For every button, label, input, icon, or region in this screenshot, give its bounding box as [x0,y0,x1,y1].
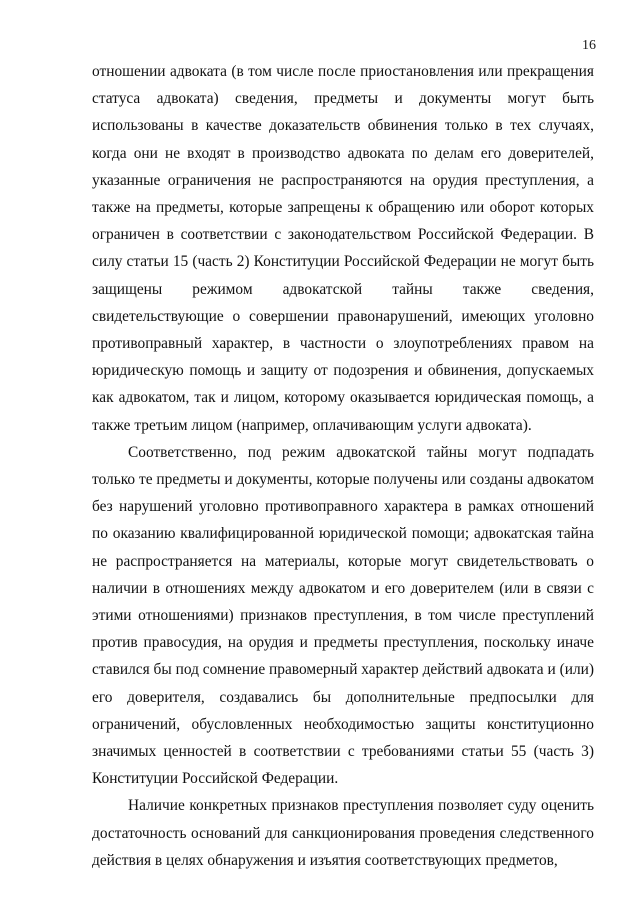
paragraph-attorney-secrecy-scope: Соответственно, под режим адвокатской тайны могут подпадать только те предметы и документы, которые получены или созданы адвокатом без нарушений уголовно противоправного характера в рамках отношений по оказанию квалифицированной юридической помощи; адвокатская тайна не распространяется на материалы, которые могут свидетельствовать о наличии в отношениях между адвокатом и его доверителем (или в связи с этими отношениями) признаков преступления, в том числе преступлений против правосудия, на орудия и предметы преступления, поскольку иначе ставился бы под сомнение правомерный характер действий адвоката и (или) его доверителя, создавались бы дополнительные предпосылки для ограничений, обусловленных необходимостью защиты конституционно значимых ценностей в соответствии с требованиями статьи 55 (часть 3) Конституции Российской Федерации. [92,443,594,788]
paragraph-court-assessment: Наличие конкретных признаков преступления позволяет суду оценить достаточность оснований для санкционирования проведения следственного действия в целях обнаружения и изъятия соответствующих предметов, [92,797,594,869]
page-number: 16 [582,38,596,53]
paragraph-continuation: отношении адвоката (в том числе после приостановления или прекращения статуса адвоката) сведения, предметы и документы могут быть использованы в качестве доказательств обвинения только в тех случаях, когда они не входят в производство адвоката по делам его доверителей, указанные ограничения не распространяются на орудия преступления, а также на предметы, которые запрещены к обращению или оборот которых ограничен в соответствии с законодательством Российской Федерации. В силу статьи 15 (часть 2) Конституции Российской Федерации не могут быть защищены режимом адвокатской тайны также сведения, свидетельствующие о совершении правонарушений, имеющих уголовно противоправный характер, в частности о злоупотреблениях правом на юридическую помощь и защиту от подозрения и обвинения, допускаемых как адвокатом, так и лицом, которому оказывается юридическая помощь, а также третьим лицом (например, оплачивающим услуги адвоката). [92,63,594,434]
document-body [92,58,594,874]
